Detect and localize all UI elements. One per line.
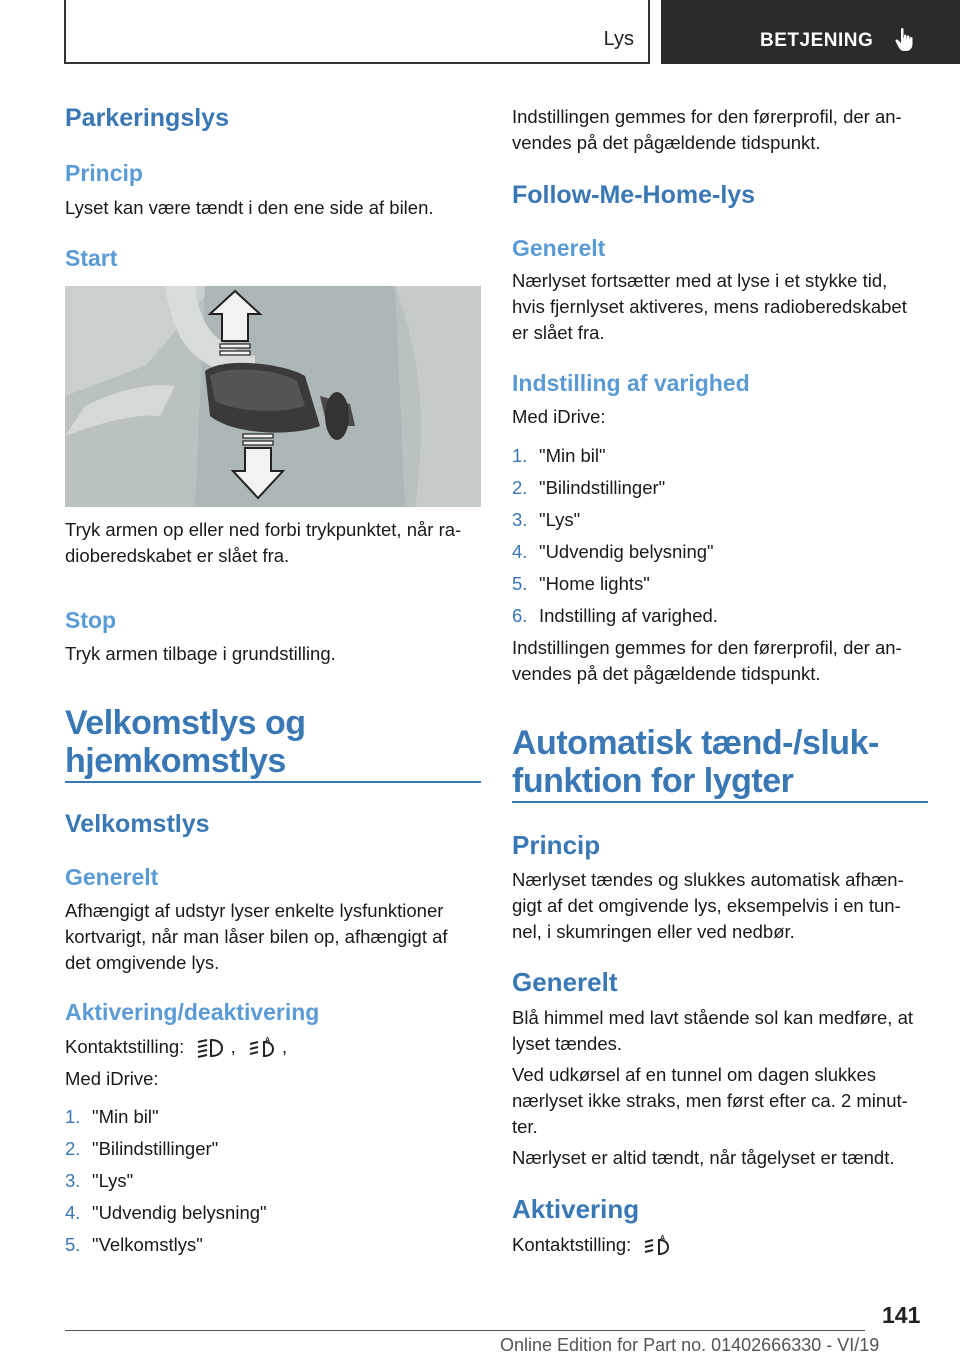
kontaktstilling-label: Kontaktstilling: bbox=[512, 1234, 632, 1255]
list-item-number: 5. bbox=[512, 573, 528, 594]
intro-text-line2: vendes på det pågældende tidspunkt. bbox=[512, 132, 821, 153]
auto-princip-line2: gigt af det omgivende lys, eksempelvis i en tun‐ bbox=[512, 895, 901, 916]
list-item-number: 2. bbox=[65, 1138, 81, 1159]
list-item-text: "Min bil" bbox=[539, 445, 606, 466]
hand-pointer-icon bbox=[894, 27, 916, 53]
idrive-label: Med iDrive: bbox=[65, 1068, 159, 1089]
auto-generelt-line5: ter. bbox=[512, 1116, 538, 1137]
heading-indstilling-af-varighed: Indstilling af varighed bbox=[512, 370, 750, 396]
list-item-text: Indstilling af varighed. bbox=[539, 605, 718, 626]
list-item-number: 2. bbox=[512, 477, 528, 498]
kontaktstilling-separator-2: , bbox=[282, 1036, 288, 1057]
chapter-title-rule bbox=[512, 801, 928, 803]
turn-signal-lever-illustration bbox=[65, 286, 481, 507]
low-beam-icon bbox=[195, 1036, 225, 1060]
svg-text:A: A bbox=[660, 1235, 666, 1243]
list-item-number: 6. bbox=[512, 605, 528, 626]
follow-generelt-line3: er slået fra. bbox=[512, 322, 605, 343]
list-item-number: 1. bbox=[512, 445, 528, 466]
heading-start: Start bbox=[65, 245, 118, 271]
princip-text: Lyset kan være tændt i den ene side af bilen. bbox=[65, 197, 434, 218]
start-text-line1: Tryk armen op eller ned forbi trykpunktet, når ra‐ bbox=[65, 519, 462, 540]
outro-text-line2: vendes på det pågældende tidspunkt. bbox=[512, 663, 821, 684]
outro-text-line1: Indstillingen gemmes for den førerprofil, der an‐ bbox=[512, 637, 902, 658]
list-item-number: 5. bbox=[65, 1234, 81, 1255]
list-item-text: "Home lights" bbox=[539, 573, 650, 594]
list-item-number: 1. bbox=[65, 1106, 81, 1127]
heading-aktivering-deaktivering: Aktivering/deaktivering bbox=[65, 999, 320, 1025]
list-item-text: "Lys" bbox=[92, 1170, 134, 1191]
heading-generelt: Generelt bbox=[65, 864, 159, 890]
heading-princip: Princip bbox=[512, 830, 601, 860]
chapter-title-automatisk-line1: Automatisk tænd-/sluk- bbox=[512, 724, 879, 762]
kontaktstilling-label: Kontaktstilling: bbox=[65, 1036, 185, 1057]
auto-kontaktstilling-line bbox=[512, 1232, 928, 1258]
chapter-title-velkomstlys-line2: hjemkomstlys bbox=[65, 742, 286, 780]
list-item-text: "Min bil" bbox=[92, 1106, 159, 1127]
list-item-number: 3. bbox=[512, 509, 528, 530]
auto-generelt-line4: nærlyset ikke straks, men først efter ca. 2 minut‐ bbox=[512, 1090, 908, 1111]
header-section-title: Lys bbox=[603, 28, 634, 50]
list-item-text: "Udvendig belysning" bbox=[539, 541, 714, 562]
generelt-text-line3: det omgivende lys. bbox=[65, 952, 220, 973]
auto-princip-line1: Nærlyset tændes og slukkes automatisk afhæn‐ bbox=[512, 869, 904, 890]
auto-light-icon bbox=[247, 1036, 277, 1060]
list-item-number: 3. bbox=[65, 1170, 81, 1191]
generelt-text-line1: Afhængigt af udstyr lyser enkelte lysfunktioner bbox=[65, 900, 444, 921]
heading-stop: Stop bbox=[65, 607, 117, 633]
list-item-number: 4. bbox=[65, 1202, 81, 1223]
list-item-number: 4. bbox=[512, 541, 528, 562]
generelt-text-line2: kortvarigt, når man låser bilen op, afhængigt af bbox=[65, 926, 448, 947]
kontaktstilling-line bbox=[65, 1034, 481, 1060]
list-item-text: "Bilindstillinger" bbox=[92, 1138, 219, 1159]
idrive-label: Med iDrive: bbox=[512, 406, 606, 427]
page-number: 141 bbox=[882, 1302, 921, 1328]
heading-princip: Princip bbox=[65, 160, 143, 186]
list-item-text: "Udvendig belysning" bbox=[92, 1202, 267, 1223]
auto-light-icon bbox=[642, 1234, 672, 1258]
svg-text:A: A bbox=[264, 1037, 270, 1045]
section-title-follow-me-home: Follow-Me-Home-lys bbox=[512, 181, 756, 209]
auto-generelt-line2: lyset tændes. bbox=[512, 1033, 623, 1054]
heading-aktivering: Aktivering bbox=[512, 1194, 640, 1224]
heading-generelt: Generelt bbox=[512, 967, 618, 997]
follow-generelt-line1: Nærlyset fortsætter med at lyse i et stykke tid, bbox=[512, 270, 888, 291]
page-header bbox=[64, 0, 960, 66]
chapter-title-rule bbox=[65, 781, 481, 783]
kontaktstilling-separator-1: , bbox=[230, 1036, 236, 1057]
auto-generelt-line1: Blå himmel med lavt stående sol kan medføre, at bbox=[512, 1007, 914, 1028]
follow-generelt-line2: hvis fjernlyset aktiveres, mens radioberedskabet bbox=[512, 296, 907, 317]
auto-generelt-line6: Nærlyset er altid tændt, når tågelyset er tændt. bbox=[512, 1147, 895, 1168]
list-item-text: "Velkomstlys" bbox=[92, 1234, 203, 1255]
auto-princip-line3: nel, i skumringen eller ved nedbør. bbox=[512, 921, 795, 942]
footer-edition: Online Edition for Part no. 01402666330 - VI/19 bbox=[500, 1335, 880, 1355]
header-chapter-box bbox=[661, 0, 960, 64]
section-title-parkeringslys: Parkeringslys bbox=[65, 104, 229, 132]
header-chapter-title: BETJENING bbox=[760, 30, 874, 51]
footer-rule bbox=[65, 1330, 865, 1331]
list-item-text: "Bilindstillinger" bbox=[539, 477, 666, 498]
auto-generelt-line3: Ved udkørsel af en tunnel om dagen slukkes bbox=[512, 1064, 877, 1085]
start-text-line2: dioberedskabet er slået fra. bbox=[65, 545, 290, 566]
intro-text-line1: Indstillingen gemmes for den førerprofil, der an‐ bbox=[512, 106, 902, 127]
section-title-velkomstlys: Velkomstlys bbox=[65, 810, 210, 838]
chapter-title-velkomstlys-line1: Velkomstlys og bbox=[65, 704, 306, 742]
list-item-text: "Lys" bbox=[539, 509, 581, 530]
chapter-title-automatisk-line2: funktion for lygter bbox=[512, 762, 794, 800]
header-section-box bbox=[64, 0, 650, 64]
stop-text: Tryk armen tilbage i grundstilling. bbox=[65, 643, 336, 664]
heading-generelt: Generelt bbox=[512, 235, 606, 261]
